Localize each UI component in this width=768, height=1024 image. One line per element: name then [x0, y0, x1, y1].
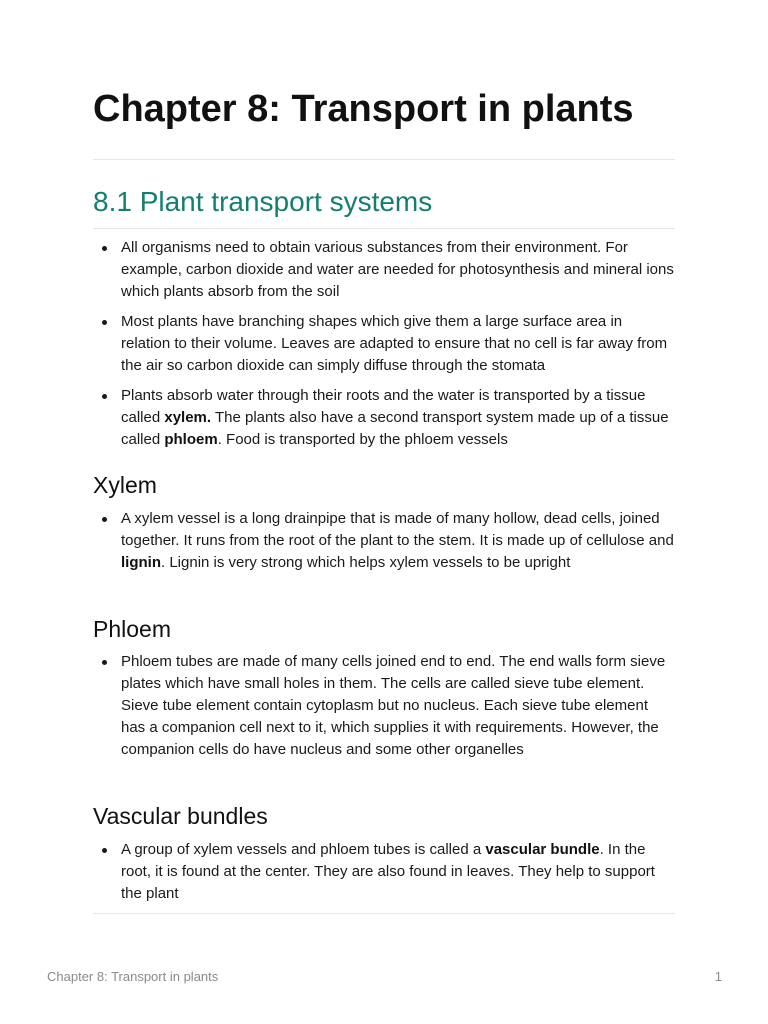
- vascular-bullet-list: [93, 839, 675, 905]
- bullet-text: Phloem tubes are made of many cells joined end to end. The end walls form sieve plates which have small holes in them. The cells are called sieve tube element. Sieve tube element contain cytoplasm but no nucleus. Each sieve tube element has a companion cell next to it, which supplies it with requirements. However, the companion cells do have nucleus and some other organelles: [121, 653, 666, 758]
- phloem-heading: Phloem: [93, 616, 171, 642]
- bold-term: vascular bundle: [485, 841, 600, 858]
- bullet-text: A group of xylem vessels and phloem tubes is called a: [121, 841, 486, 858]
- bullet-item: [93, 508, 675, 574]
- bold-term: xylem.: [164, 409, 212, 426]
- bullet-text: The plants also have a second transport system made up of a tissue called: [121, 409, 669, 448]
- bold-term: lignin: [121, 554, 161, 571]
- bullet-item: [93, 237, 675, 303]
- bullet-text: Plants absorb water through their roots and the water is transported by a tissue called: [121, 387, 646, 426]
- bullet-item: [93, 839, 675, 905]
- vascular-bundles-heading: Vascular bundles: [93, 803, 268, 829]
- bullet-item: [93, 385, 675, 451]
- phloem-bullet-list: [93, 651, 675, 761]
- bottom-divider: [93, 913, 675, 914]
- bullet-text: . Lignin is very strong which helps xylem vessels to be upright: [161, 554, 571, 571]
- intro-bullet-list: [93, 237, 675, 451]
- title-divider: [93, 159, 675, 160]
- bullet-text: . Food is transported by the phloem vessels: [217, 431, 508, 448]
- xylem-bullet-list: [93, 508, 675, 574]
- bullet-text: A xylem vessel is a long drainpipe that is made of many hollow, dead cells, joined together. It runs from the root of the plant to the stem. It is made up of cellulose and: [121, 510, 674, 549]
- section-heading: 8.1 Plant transport systems: [93, 186, 433, 217]
- section-divider: [93, 228, 675, 229]
- document-title: Chapter 8: Transport in plants: [93, 88, 634, 130]
- footer-title: Chapter 8: Transport in plants: [47, 969, 219, 984]
- bullet-text: . In the root, it is found at the center. They are also found in leaves. They help to support the plant: [121, 841, 655, 902]
- bold-term: phloem: [164, 431, 218, 448]
- xylem-heading: Xylem: [93, 472, 157, 498]
- bullet-item: [93, 651, 675, 761]
- bullet-text: All organisms need to obtain various substances from their environment. For example, carbon dioxide and water are needed for photosynthesis and mineral ions which plants absorb from the soil: [121, 239, 674, 300]
- bullet-text: Most plants have branching shapes which give them a large surface area in relation to their volume. Leaves are adapted to ensure that no cell is far away from the air so carbon dioxide can simply diffuse through the stomata: [121, 313, 668, 374]
- bullet-item: [93, 311, 675, 377]
- page-number: 1: [714, 969, 722, 984]
